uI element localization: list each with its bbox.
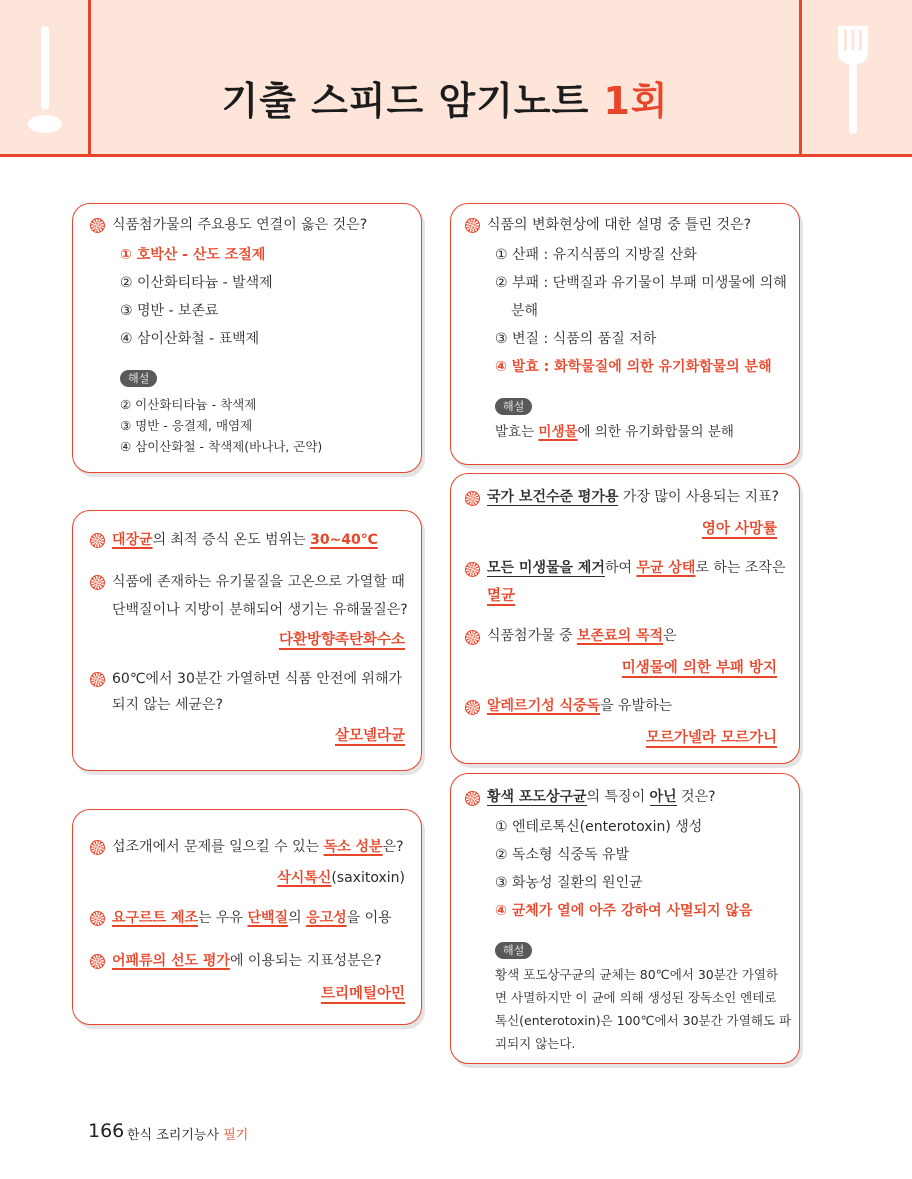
- answer-text: 살모넬라균: [334, 728, 405, 744]
- question-text: 알레르기성 식중독을 유발하는: [487, 698, 673, 714]
- question-card-public-health: [450, 473, 800, 764]
- question-bullet-icon: [90, 575, 105, 590]
- question-card-staphylococcus: [450, 773, 800, 1064]
- option: ④ 삼이산화철 - 표백제: [120, 331, 260, 347]
- question-text: 섭조개에서 문제를 일으킬 수 있는 독소 성분은?: [112, 839, 404, 855]
- question-bullet-icon: [90, 954, 105, 969]
- question-text: 대장균의 최적 증식 온도 범위는 30~40℃: [112, 532, 378, 548]
- question-text: 국가 보건수준 평가용 가장 많이 사용되는 지표?: [487, 489, 779, 505]
- explain-badge: 해설: [120, 370, 157, 387]
- question-bullet-icon: [465, 791, 480, 806]
- option-correct: ④ 균체가 열에 아주 강하여 사멸되지 않음: [495, 903, 753, 919]
- question-text: 식품첨가물의 주요용도 연결이 옳은 것은?: [112, 217, 368, 233]
- book-title: 한식 조리기능사 필기: [127, 1128, 249, 1143]
- question-bullet-icon: [90, 840, 105, 855]
- spoon-icon: [26, 24, 64, 136]
- question-bullet-icon: [90, 911, 105, 926]
- page-title: [90, 70, 800, 125]
- spatula-icon: [836, 24, 870, 136]
- question-bullet-icon: [465, 491, 480, 506]
- option: ② 독소형 식중독 유발: [495, 847, 630, 863]
- question-bullet-icon: [465, 700, 480, 715]
- answer-text: 멸균: [487, 588, 516, 604]
- explain-line: ② 이산화티타늄 - 착색제: [120, 397, 257, 412]
- question-bullet-icon: [465, 218, 480, 233]
- explain-badge: 해설: [495, 398, 532, 415]
- question-text: 단백질이나 지방이 분해되어 생기는 유해물질은?: [112, 602, 408, 618]
- question-text: 황색 포도상구균의 특징이 아닌 것은?: [487, 789, 716, 805]
- explain-line: 톡신(enterotoxin)은 100℃에서 30분간 가열해도 파: [495, 1013, 792, 1028]
- explain-line: 황색 포도상구균의 균체는 80℃에서 30분간 가열하: [495, 967, 779, 982]
- option: ① 엔테로톡신(enterotoxin) 생성: [495, 819, 703, 835]
- answer-text: 삭시톡신(saxitoxin): [277, 870, 405, 886]
- option: ③ 명반 - 보존료: [120, 303, 219, 319]
- explain-badge: 해설: [495, 942, 532, 959]
- question-text: 식품의 변화현상에 대한 설명 중 틀린 것은?: [487, 217, 752, 233]
- option: ① 산패 : 유지식품의 지방질 산화: [495, 247, 697, 263]
- question-bullet-icon: [90, 672, 105, 687]
- answer-text: 트리메틸아민: [320, 986, 405, 1002]
- option: ③ 화농성 질환의 원인균: [495, 875, 643, 891]
- question-text: 요구르트 제조는 우유 단백질의 응고성을 이용: [112, 910, 392, 926]
- question-text: 되지 않는 세균은?: [112, 697, 223, 713]
- title-text: 기출 스피드 암기노트: [221, 79, 590, 123]
- explain-line: 괴되지 않는다.: [495, 1036, 576, 1051]
- title-number: 1회: [603, 79, 669, 123]
- question-card-bacteria: [72, 510, 422, 771]
- answer-text: 모르가넬라 모르가니: [645, 730, 777, 746]
- option: ③ 변질 : 식품의 품질 저하: [495, 331, 657, 347]
- question-bullet-icon: [90, 218, 105, 233]
- option-correct: ① 호박산 - 산도 조절제: [120, 247, 266, 263]
- question-text: 모든 미생물을 제거하여 무균 상태로 하는 조작은: [487, 560, 786, 576]
- explain-line: ④ 삼이산화철 - 착색제(바나나, 곤약): [120, 439, 323, 454]
- question-bullet-icon: [465, 562, 480, 577]
- answer-text: 영아 사망률: [701, 521, 777, 537]
- option-correct: ④ 발효 : 화학물질에 의한 유기화합물의 분해: [495, 359, 772, 375]
- option: ② 이산화티타늄 - 발색제: [120, 275, 273, 291]
- question-card-food-change: [450, 203, 800, 465]
- explain-line: 면 사멸하지만 이 균에 의해 생성된 장독소인 엔테로: [495, 990, 777, 1005]
- question-text: 어패류의 선도 평가에 이용되는 지표성분은?: [112, 953, 382, 969]
- answer-text: 다환방향족탄화수소: [278, 632, 405, 648]
- question-card-additives: [72, 203, 422, 473]
- question-card-seafood: [72, 809, 422, 1025]
- explain-line: ③ 명반 - 응결제, 매염제: [120, 418, 253, 433]
- page-header: [0, 0, 912, 157]
- explain-line: 발효는 미생물에 의한 유기화합물의 분해: [495, 424, 734, 440]
- option: ② 부패 : 단백질과 유기물이 부패 미생물에 의해: [495, 275, 787, 291]
- question-text: 식품에 존재하는 유기물질을 고온으로 가열할 때: [112, 574, 405, 590]
- answer-text: 미생물에 의한 부패 방지: [621, 660, 777, 676]
- question-text: 60℃에서 30분간 가열하면 식품 안전에 위해가: [112, 671, 402, 687]
- page-number: 166: [88, 1120, 125, 1142]
- option: 분해: [511, 303, 539, 319]
- question-text: 식품첨가물 중 보존료의 목적은: [487, 628, 677, 644]
- question-bullet-icon: [465, 630, 480, 645]
- question-bullet-icon: [90, 533, 105, 548]
